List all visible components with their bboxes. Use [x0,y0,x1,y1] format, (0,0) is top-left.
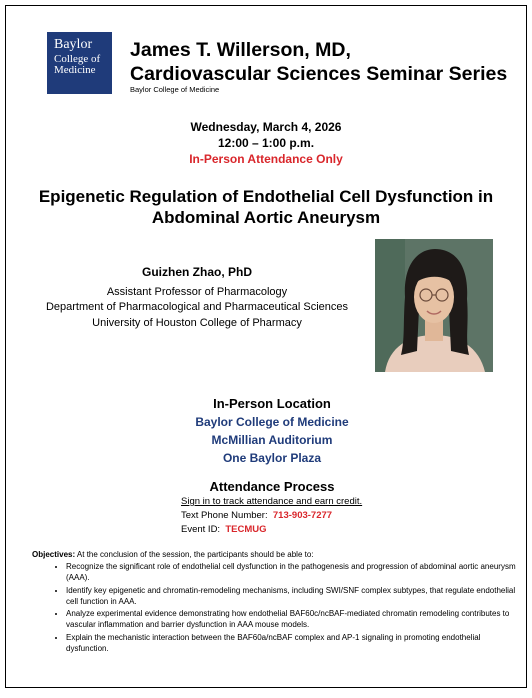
baylor-logo [47,32,112,94]
speaker-position: Assistant Professor of Pharmacology [106,285,288,298]
objectives-intro-line [32,549,516,560]
attendance-heading: Attendance Process [209,479,335,494]
event-time: 12:00 – 1:00 p.m. [217,136,315,150]
objective-item: • Analyze experimental evidence demonstrating how endothelial BAF60c/ncBAF-mediated chromatin remodeling contributes to vascular inflammation and barrier dysfunction in AAA mouse models. [66,608,516,630]
location-block [6,395,532,467]
location-line-1: Baylor College of Medicine [195,415,349,429]
objectives-label: Objectives: [32,550,76,559]
attendance-process [181,495,362,537]
speaker-info [24,265,370,331]
attendance-instruction: Sign in to track attendance and earn credit. [181,496,363,507]
objectives-list [32,561,516,654]
event-id-label: Event ID: [181,524,221,535]
series-title-line-2: Cardiovascular Sciences Seminar Series [130,63,508,85]
objective-item: • Explain the mechanistic interaction between the BAF60a/ncBAF complex and AP-1 signaling in promoting endothelial dysfunction. [66,632,516,654]
objective-item: • Recognize the significant role of endothelial cell dysfunction in the pathogenesis and progression of abdominal aortic aneurysm (AAA). [66,561,516,583]
talk-title-line-1: Epigenetic Regulation of Endothelial Cell Dysfunction in [38,187,494,206]
event-id-code: TECMUG [225,524,267,535]
location-line-2: McMillian Auditorium [211,433,333,447]
seminar-flyer [5,5,527,688]
event-date: Wednesday, March 4, 2026 [190,120,342,134]
event-id-line [181,523,362,537]
objectives-intro: At the conclusion of the session, the participants should be able to: [76,550,314,559]
speaker-affiliation: University of Houston College of Pharmacy [92,316,302,329]
phone-number: 713-903-7277 [272,510,333,521]
objectives-section [32,549,516,655]
series-title-line-1: James T. Willerson, MD, [130,39,351,61]
attendance-note: In-Person Attendance Only [189,152,343,166]
talk-title-line-2: Abdominal Aortic Aneurysm [151,208,381,227]
speaker-department: Department of Pharmacological and Pharmaceutical Sciences [45,301,349,313]
logo-line-2: College of [54,53,101,65]
speaker-photo [375,239,493,372]
phone-line [181,509,362,523]
series-institution: Baylor College of Medicine [130,85,220,94]
series-title [130,38,507,86]
speaker-name: Guizhen Zhao, PhD [142,265,252,279]
location-heading: In-Person Location [213,396,331,411]
location-line-3: One Baylor Plaza [222,451,322,465]
logo-line-1: Baylor [54,37,93,52]
talk-title [6,186,526,228]
phone-label: Text Phone Number: [181,510,268,521]
speaker-portrait-image [375,239,493,372]
event-datetime [6,119,526,167]
logo-line-3: Medicine [54,64,96,76]
objective-item: • Identify key epigenetic and chromatin-remodeling mechanisms, including SWI/SNF complex subtypes, that regulate endothelial cell function in AAA. [66,585,516,607]
